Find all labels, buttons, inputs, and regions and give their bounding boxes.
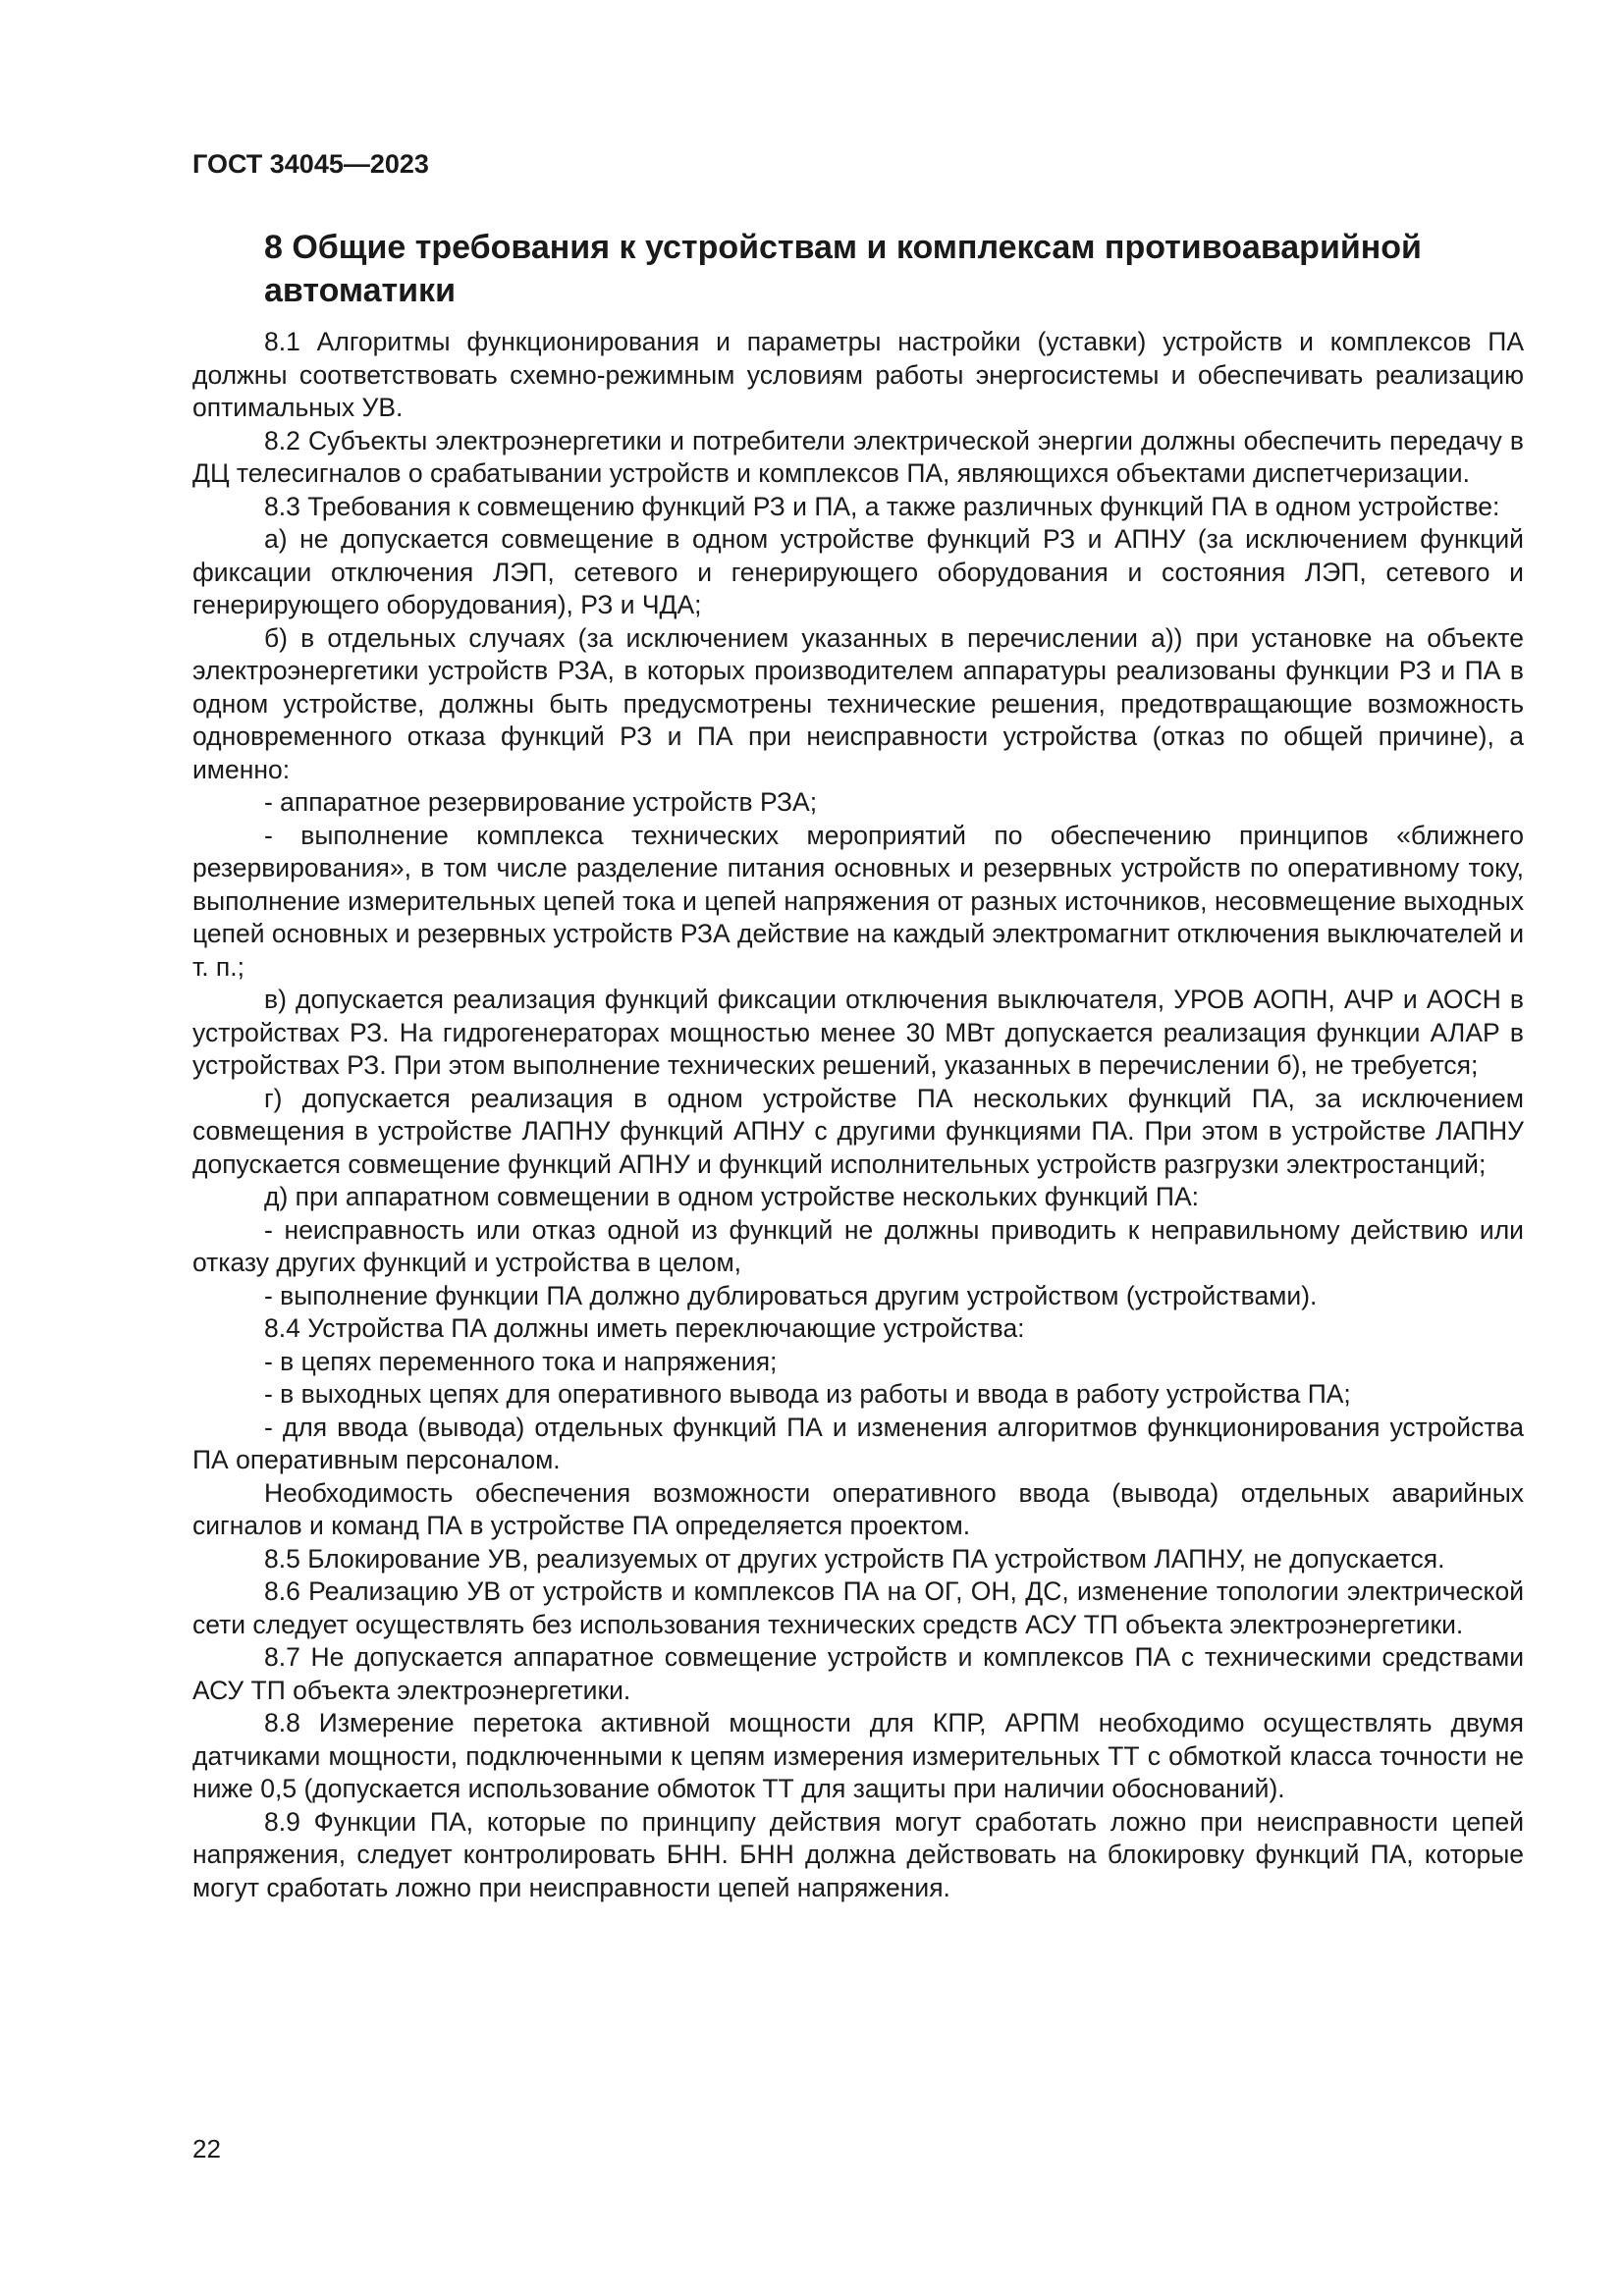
paragraph-8-3: 8.3 Требования к совмещению функций РЗ и ПА, а также различных функций ПА в одном устройстве: [264,491,1500,521]
list-item-8-4-dash-2: - в выходных цепях для оперативного вывода из работы и ввода в работу устройства ПА; [264,1379,1351,1409]
list-item-d-dash-1: - неисправность или отказ одной из функций не должны приводить к неправильному действию или отказу других функций и устройства в целом, [192,1214,1524,1277]
list-item-g: г) допускается реализация в одном устройстве ПА нескольких функций ПА, за исключением совмещения в устройстве ЛАПНУ функций АПНУ с другими функциями ПА. При этом в устройстве ЛАПНУ допускается совмещение функций АПНУ и функций исполнительных устройств разгрузки электростанций; [192,1083,1524,1179]
list-item-d-dash-2: - выполнение функции ПА должно дублироваться другим устройством (устройствами). [264,1280,1318,1310]
paragraph-8-6: 8.6 Реализацию УВ от устройств и комплексов ПА на ОГ, ОН, ДС, изменение топологии электрической сети следует осуществлять без использования технических средств АСУ ТП объекта электроэнергетики. [192,1576,1524,1639]
paragraph-8-1: 8.1 Алгоритмы функционирования и параметры настройки (уставки) устройств и комплексов ПА должны соответствовать схемно-режимным условиям работы энергосистемы и обеспечивать реализацию оптимальных УВ. [192,327,1524,422]
list-item-d: д) при аппаратном совмещении в одном устройстве нескольких функций ПА: [264,1182,1199,1211]
paragraph-8-4-note: Необходимость обеспечения возможности оперативного ввода (вывода) отдельных аварийных сигналов и команд ПА в устройстве ПА определяется проектом. [192,1477,1524,1540]
list-item-a: а) не допускается совмещение в одном устройстве функций РЗ и АПНУ (за исключением функций фиксации отключения ЛЭП, сетевого и генерирующего оборудования и состояния ЛЭП, сетевого и генерирующего оборудования), РЗ и ЧДА; [192,524,1524,619]
list-item-b: б) в отдельных случаях (за исключением указанных в перечислении а)) при установке на объекте электроэнергетики устройств РЗА, в которых производителем аппаратуры реализованы функции РЗ и ПА в одном устройстве, должны быть предусмотрены технические решения, предотвращающие возможность одновременного отказа функций РЗ и ПА при неисправности устройства (отказ по общей причине), а именно: [192,622,1524,784]
paragraph-8-5: 8.5 Блокирование УВ, реализуемых от других устройств ПА устройством ЛАПНУ, не допускается. [264,1543,1445,1574]
list-item-8-4-dash-1: - в цепях переменного тока и напряжения; [264,1346,778,1376]
paragraph-8-4: 8.4 Устройства ПА должны иметь переключающие устройства: [264,1313,1025,1343]
list-item-b-dash-2: - выполнение комплекса технических мероприятий по обеспечению принципов «ближнего резервирования», в том числе разделение питания основных и резервных устройств по оперативному току, выполнение измерительных цепей тока и цепей напряжения от разных источников, несовмещение выходных цепей основных и резервных устройств РЗА действие на каждый электромагнит отключения выключателей и т. п.; [192,820,1524,982]
list-item-b-dash-1: - аппаратное резервирование устройств РЗА; [264,787,818,817]
section-title: 8 Общие требования к устройствам и комплексам противоаварийной автоматики [264,229,1422,309]
paragraph-8-2: 8.2 Субъекты электроэнергетики и потребители электрической энергии должны обеспечить передачу в ДЦ телесигналов о срабатывании устройств и комплексов ПА, являющихся объектами диспетчеризации. [192,425,1524,488]
paragraph-8-7: 8.7 Не допускается аппаратное совмещение устройств и комплексов ПА с техническими средствами АСУ ТП объекта электроэнергетики. [192,1642,1524,1705]
paragraph-8-8: 8.8 Измерение перетока активной мощности для КПР, АРПМ необходимо осуществлять двумя датчиками мощности, подключенными к цепям измерения измерительных ТТ с обмоткой класса точности не ниже 0,5 (допускается использование обмоток ТТ для защиты при наличии обоснований). [192,1708,1524,1803]
list-item-v: в) допускается реализация функций фиксации отключения выключателя, УРОВ АОПН, АЧР и АОСН в устройствах РЗ. На гидрогенераторах мощностью менее 30 МВт допускается реализация функции АЛАР в устройствах РЗ. При этом выполнение технических решений, указанных в перечислении б), не требуется; [192,985,1524,1080]
paragraph-8-9: 8.9 Функции ПА, которые по принципу действия могут сработать ложно при неисправности цепей напряжения, следует контролировать БНН. БНН должна действовать на блокировку функций ПА, которые могут сработать ложно при неисправности цепей напряжения. [192,1806,1524,1902]
page-number: 22 [192,2134,221,2163]
body-text [192,326,1524,1904]
document-header: ГОСТ 34045—2023 [192,149,429,179]
list-item-8-4-dash-3: - для ввода (вывода) отдельных функций ПА и изменения алгоритмов функционирования устройства ПА оперативным персоналом. [192,1412,1524,1474]
